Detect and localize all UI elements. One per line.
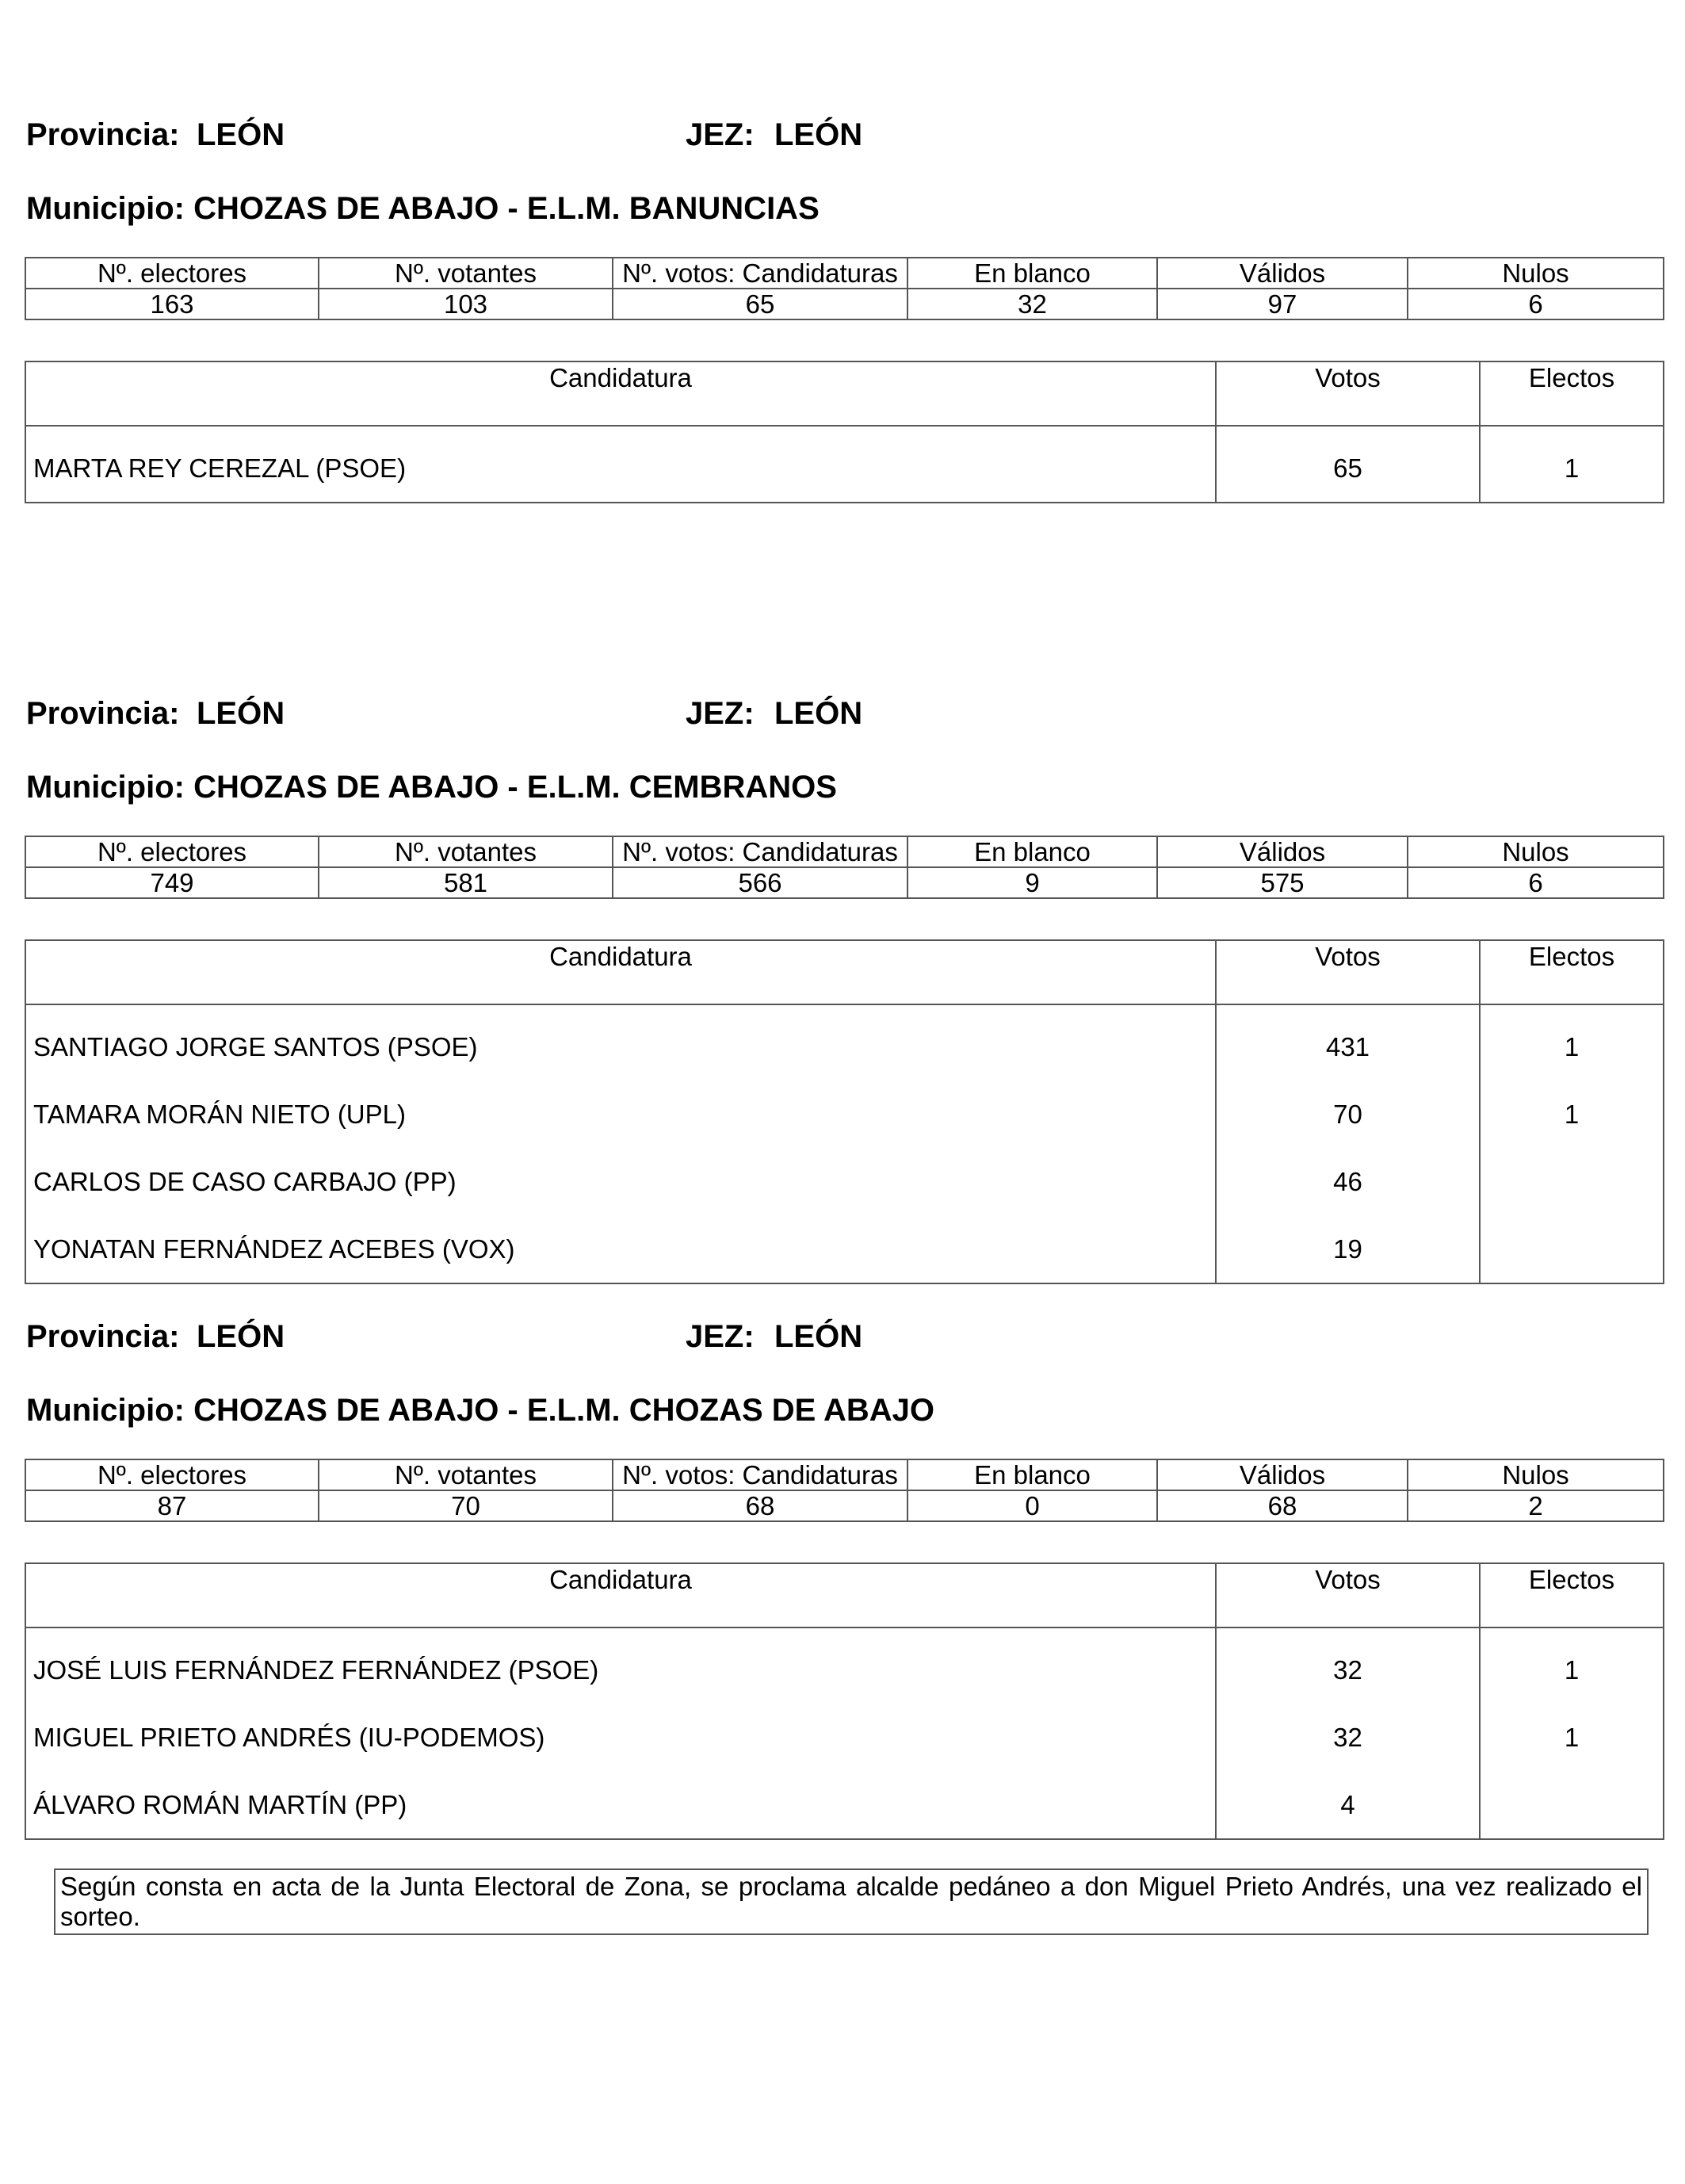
candidate-votes: 70: [1216, 1081, 1480, 1148]
candidate-votes: 65: [1216, 426, 1480, 503]
municipio-value: CHOZAS DE ABAJO - E.L.M. BANUNCIAS: [193, 191, 820, 226]
stats-header-validos: Válidos: [1157, 836, 1408, 867]
candidate-row: [25, 1704, 1664, 1771]
stats-votantes: 70: [319, 1490, 613, 1521]
candidate-votes: 19: [1216, 1215, 1480, 1283]
stats-header-row: [25, 258, 1664, 289]
stats-validos: 68: [1157, 1490, 1408, 1521]
stats-header-en-blanco: En blanco: [907, 836, 1157, 867]
candidates-table: [25, 1562, 1664, 1840]
stats-electores: 749: [25, 867, 319, 898]
provincia-value: LEÓN: [197, 117, 285, 152]
candidate-name: MIGUEL PRIETO ANDRÉS (IU-PODEMOS): [25, 1704, 1216, 1771]
jez-label: JEZ:: [686, 117, 755, 152]
stats-table: [25, 257, 1664, 320]
stats-validos: 97: [1157, 289, 1408, 319]
stats-header-votos-candidaturas: Nº. votos: Candidaturas: [613, 258, 907, 289]
stats-header-validos: Válidos: [1157, 258, 1408, 289]
municipio-value: CHOZAS DE ABAJO - E.L.M. CHOZAS DE ABAJO: [193, 1393, 934, 1428]
jez-value: LEÓN: [774, 696, 863, 731]
candidate-elected: [1480, 1148, 1664, 1215]
stats-header-electores: Nº. electores: [25, 258, 319, 289]
municipio-title: [26, 1394, 934, 1426]
stats-header-nulos: Nulos: [1408, 1459, 1664, 1490]
jez-value: LEÓN: [774, 117, 863, 152]
stats-en-blanco: 0: [907, 1490, 1157, 1521]
candidate-row: [25, 1004, 1664, 1081]
candidate-votes: 4: [1216, 1771, 1480, 1839]
stats-electores: 163: [25, 289, 319, 319]
candidate-name: ÁLVARO ROMÁN MARTÍN (PP): [25, 1771, 1216, 1839]
candidate-row: [25, 426, 1664, 503]
stats-votantes: 581: [319, 867, 613, 898]
stats-nulos: 6: [1408, 289, 1664, 319]
stats-votos-candidaturas: 65: [613, 289, 907, 319]
stats-header-en-blanco: En blanco: [907, 1459, 1157, 1490]
candidate-name: TAMARA MORÁN NIETO (UPL): [25, 1081, 1216, 1148]
stats-en-blanco: 9: [907, 867, 1157, 898]
header-candidatura: Candidatura: [25, 361, 1216, 426]
jez-value: LEÓN: [774, 1319, 863, 1354]
candidate-votes: 46: [1216, 1148, 1480, 1215]
municipio-title: [26, 771, 837, 803]
candidate-elected: 1: [1480, 1081, 1664, 1148]
candidate-name: JOSÉ LUIS FERNÁNDEZ FERNÁNDEZ (PSOE): [25, 1627, 1216, 1704]
stats-header-votos-candidaturas: Nº. votos: Candidaturas: [613, 836, 907, 867]
stats-nulos: 2: [1408, 1490, 1664, 1521]
stats-header-electores: Nº. electores: [25, 1459, 319, 1490]
candidates-table: [25, 939, 1664, 1284]
provincia-value: LEÓN: [197, 696, 285, 731]
header-electos: Electos: [1480, 940, 1664, 1004]
stats-votos-candidaturas: 566: [613, 867, 907, 898]
stats-electores: 87: [25, 1490, 319, 1521]
candidate-row: [25, 1081, 1664, 1148]
stats-header-row: [25, 1459, 1664, 1490]
stats-value-row: [25, 1490, 1664, 1521]
stats-header-votantes: Nº. votantes: [319, 836, 613, 867]
candidate-name: YONATAN FERNÁNDEZ ACEBES (VOX): [25, 1215, 1216, 1283]
candidate-votes: 431: [1216, 1004, 1480, 1081]
candidates-header-row: [25, 940, 1664, 1004]
stats-header-nulos: Nulos: [1408, 258, 1664, 289]
candidate-row: [25, 1148, 1664, 1215]
stats-header-validos: Válidos: [1157, 1459, 1408, 1490]
candidate-elected: 1: [1480, 1704, 1664, 1771]
header-candidatura: Candidatura: [25, 1563, 1216, 1627]
candidate-name: CARLOS DE CASO CARBAJO (PP): [25, 1148, 1216, 1215]
candidate-row: [25, 1627, 1664, 1704]
stats-header-votantes: Nº. votantes: [319, 258, 613, 289]
provincia-label: Provincia:: [26, 1319, 180, 1354]
candidate-elected: [1480, 1771, 1664, 1839]
candidate-row: [25, 1215, 1664, 1283]
candidate-row: [25, 1771, 1664, 1839]
provincia-label: Provincia:: [26, 696, 180, 731]
stats-header-nulos: Nulos: [1408, 836, 1664, 867]
stats-validos: 575: [1157, 867, 1408, 898]
candidates-header-row: [25, 1563, 1664, 1627]
candidate-votes: 32: [1216, 1627, 1480, 1704]
stats-header-votantes: Nº. votantes: [319, 1459, 613, 1490]
candidate-elected: 1: [1480, 426, 1664, 503]
municipio-label: Municipio:: [26, 1393, 185, 1428]
header-electos: Electos: [1480, 1563, 1664, 1627]
candidate-elected: 1: [1480, 1627, 1664, 1704]
stats-votantes: 103: [319, 289, 613, 319]
stats-header-electores: Nº. electores: [25, 836, 319, 867]
candidates-header-row: [25, 361, 1664, 426]
municipio-value: CHOZAS DE ABAJO - E.L.M. CEMBRANOS: [193, 770, 837, 805]
stats-value-row: [25, 867, 1664, 898]
jez-label: JEZ:: [686, 696, 755, 731]
municipio-title: [26, 193, 820, 224]
candidate-elected: [1480, 1215, 1664, 1283]
jez-label: JEZ:: [686, 1319, 755, 1354]
stats-value-row: [25, 289, 1664, 319]
stats-en-blanco: 32: [907, 289, 1157, 319]
provincia-label: Provincia:: [26, 117, 180, 152]
stats-table: [25, 1459, 1664, 1522]
municipio-label: Municipio:: [26, 770, 185, 805]
header-votos: Votos: [1216, 361, 1480, 426]
header-votos: Votos: [1216, 940, 1480, 1004]
proclamation-note: Según consta en acta de la Junta Electoral de Zona, se proclama alcalde pedáneo a don Miguel Prieto Andrés, una vez realizado el sorteo.: [54, 1868, 1649, 1935]
stats-nulos: 6: [1408, 867, 1664, 898]
candidate-name: MARTA REY CEREZAL (PSOE): [25, 426, 1216, 503]
stats-header-votos-candidaturas: Nº. votos: Candidaturas: [613, 1459, 907, 1490]
candidate-name: SANTIAGO JORGE SANTOS (PSOE): [25, 1004, 1216, 1081]
header-votos: Votos: [1216, 1563, 1480, 1627]
municipio-label: Municipio:: [26, 191, 185, 226]
stats-header-row: [25, 836, 1664, 867]
stats-votos-candidaturas: 68: [613, 1490, 907, 1521]
stats-header-en-blanco: En blanco: [907, 258, 1157, 289]
provincia-value: LEÓN: [197, 1319, 285, 1354]
header-candidatura: Candidatura: [25, 940, 1216, 1004]
candidate-votes: 32: [1216, 1704, 1480, 1771]
candidates-table: [25, 361, 1664, 503]
header-electos: Electos: [1480, 361, 1664, 426]
stats-table: [25, 836, 1664, 899]
candidate-elected: 1: [1480, 1004, 1664, 1081]
